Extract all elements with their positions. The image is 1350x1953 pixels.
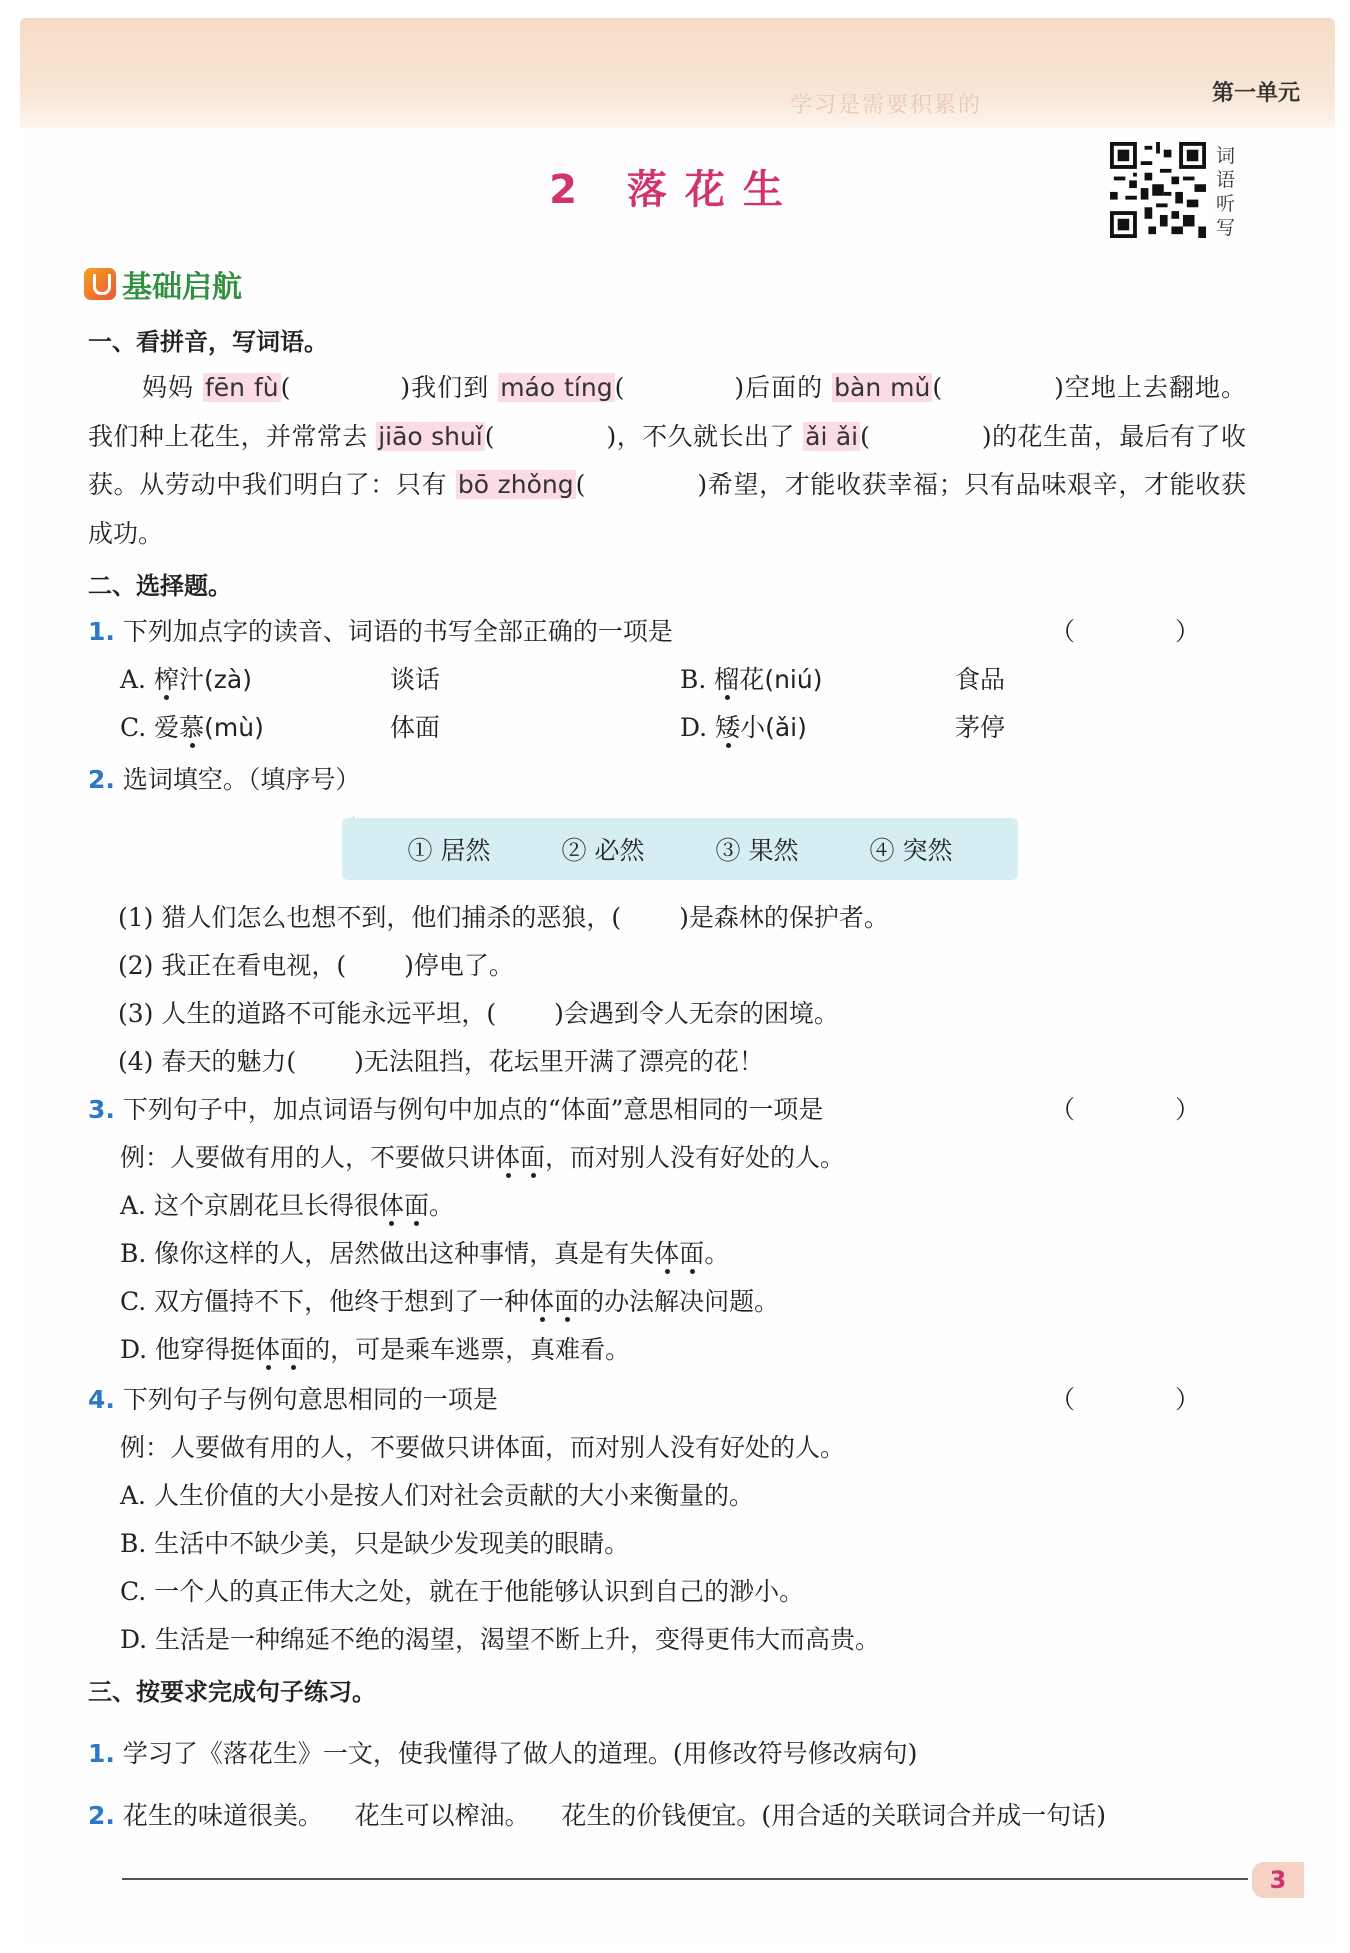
option-b[interactable] [680,660,822,696]
answer-paren[interactable]: （ ） [1050,1095,1246,1124]
option-d[interactable] [680,708,807,744]
anchor-icon [84,268,116,300]
fill-text: (1) 猎人们怎么也想不到，他们捕杀的恶狼，( [118,903,622,932]
fill-item-2 [118,946,514,982]
q1-text: 妈妈 [142,373,195,402]
q1-text: 的花生苗，最后有了收获。从劳动中我们明白了：只有 [88,421,1246,499]
q1-text: 空地上去翻地。我们种上花生，并常常去 [88,373,1246,451]
fill-item-4 [118,1042,764,1078]
word-bank-item: ② 必然 [561,836,645,865]
question-number: 2. [88,1801,115,1830]
dotted-char: 榴 [714,665,740,694]
sentence-text: B. 像你这样的人，居然做出这种事情，真是有失 [120,1239,655,1268]
dotted-char: 面 [554,1287,580,1316]
q2-heading: 二、选择题。 [88,572,232,600]
option-char: 爱 [154,713,180,742]
option-char: 小 [740,713,766,742]
page [20,18,1335,1948]
q1-text: 我们到 [410,373,490,402]
dotted-char: 面 [403,1191,429,1220]
answer-line[interactable] [122,1878,1248,1880]
question-stem: 学习了《落花生》一文，使我懂得了做人的道理。(用修改符号修改病句) [122,1739,918,1768]
question-stem: 下列句子中，加点词语与例句中加点的“体面”意思相同的一项是 [122,1095,824,1124]
option-char: 花 [739,665,765,694]
sentence-text: 的办法解决问题。 [579,1287,780,1316]
question-stem: 选词填空。（填序号） [122,765,361,794]
qr-label: 词语听写 [1216,145,1236,239]
sentence-text: D. 他穿得挺 [120,1335,256,1364]
dotted-char: 体 [495,1143,521,1172]
q1-text: ，不久就长出了 [616,421,795,451]
section-title: 基础启航 [122,270,242,305]
option-pinyin: (ǎi) [765,713,807,742]
q1-text: 后面的 [744,373,824,402]
sentence-text: 。 [704,1239,730,1268]
option-a[interactable]: A. 人生价值的大小是按人们对社会贡献的大小来衡量的。 [120,1481,754,1510]
q1-paragraph: 妈妈 fēn fù( )我们到 máo tíng( )后面的 bàn mǔ( )空地上去翻地。我们种上花生，并常常去 jiāo shuǐ( )，不久就长出了 ǎi ǎi( )的花生苗，最后有了收获。从劳动中我们明白了：只有 bō zhǒng( )希望，才能收获幸福；只有品味艰辛，才能收获成功。 [88,373,1246,548]
answer-paren[interactable]: （ ） [1050,1385,1246,1414]
sentence-text: C. 双方僵持不下，他终于想到了一种 [120,1287,530,1316]
fill-text: (4) 春天的魅力( [118,1047,297,1076]
q2-1-stem [88,612,673,648]
unit-label: 第一单元 [1211,81,1300,106]
q3-heading: 三、按要求完成句子练习。 [88,1678,376,1706]
question-stem: 下列句子与例句意思相同的一项是 [122,1385,498,1414]
question-stem: 花生的味道很美。 花生可以榨油。 花生的价钱便宜。(用合适的关联词合并成一句话) [122,1801,1106,1830]
header-band [20,18,1335,128]
question-number: 3. [88,1095,115,1124]
sentence-text: A. 这个京剧花旦长得很 [120,1191,379,1220]
option-a[interactable] [120,660,252,696]
fill-text: )停电了。 [404,951,514,980]
qr-code-icon[interactable] [1110,142,1206,238]
dotted-char: 矮 [715,713,741,742]
dotted-char: 体 [378,1191,404,1220]
pinyin: máo tíng [500,373,613,402]
dotted-char: 面 [280,1335,306,1364]
sentence-text: 例：人要做有用的人，不要做只讲 [120,1143,496,1172]
option-b[interactable]: B. 生活中不缺少美，只是缺少发现美的眼睛。 [120,1529,630,1558]
dotted-char: 榨 [153,665,179,694]
q2-4-stem [88,1380,498,1416]
option-pinyin: (mù) [204,713,264,742]
header-watermark-text: 学习是需要积累的 [790,93,983,118]
section-heading [84,262,242,306]
option-a[interactable] [120,1186,454,1222]
option-b-word: 食品 [955,665,1006,694]
lesson-title: 2 落花生 [549,167,801,213]
option-a-word: 谈话 [390,665,441,694]
option-char: 汁 [178,665,204,694]
word-bank-item: ④ 突然 [869,836,953,865]
q3-item-1 [88,1734,917,1770]
fill-text: )无法阻挡，花坛里开满了漂亮的花！ [354,1047,764,1076]
q3-item-2 [88,1796,1106,1832]
option-b[interactable] [120,1234,729,1270]
q1-text: 希望，才能收获幸福；只有品味艰辛，才能收获成功。 [88,470,1246,548]
option-d[interactable]: D. 生活是一种绵延不绝的渴望，渴望不断上升，变得更伟大而高贵。 [120,1625,881,1654]
option-label: A. [120,665,147,694]
q2-2-stem [88,760,360,796]
fill-text: (3) 人生的道路不可能永远平坦，( [118,999,497,1028]
sentence-text: 的，可是乘车逃票，真难看。 [305,1335,631,1364]
dotted-char: 体 [529,1287,555,1316]
q1-heading: 一、看拼音，写词语。 [88,328,328,356]
answer-paren[interactable]: （ ） [1050,617,1246,646]
pinyin: ǎi ǎi [805,421,859,451]
pinyin: bō zhǒng [457,470,574,499]
example-sentence: 例：人要做有用的人，不要做只讲体面，而对别人没有好处的人。 [120,1433,846,1462]
option-d[interactable] [120,1330,630,1366]
sentence-text: 。 [428,1191,454,1220]
page-number: 3 [1252,1862,1304,1898]
fill-text: )是森林的保护者。 [679,903,889,932]
fill-item-3 [118,994,839,1030]
option-pinyin: (zà) [204,665,252,694]
pinyin: fēn fù [205,373,279,402]
dotted-char: 面 [520,1143,546,1172]
fill-text: )会遇到令人无奈的困境。 [554,999,839,1028]
option-d-word: 茅停 [955,713,1006,742]
option-pinyin: (niú) [764,665,823,694]
example-sentence [120,1138,845,1174]
option-c[interactable] [120,708,264,744]
question-number: 1. [88,1739,115,1768]
dotted-char: 面 [679,1239,705,1268]
question-stem: 下列加点字的读音、词语的书写全部正确的一项是 [122,617,673,646]
question-number: 1. [88,617,115,646]
option-label: B. [680,665,707,694]
dotted-char: 慕 [179,713,205,742]
option-label: C. [120,713,147,742]
pinyin: bàn mǔ [834,373,931,402]
option-c[interactable] [120,1282,779,1318]
question-number: 4. [88,1385,115,1414]
option-label: D. [680,713,708,742]
word-bank-item: ③ 果然 [715,836,799,865]
dotted-char: 体 [255,1335,281,1364]
option-c-word: 体面 [390,713,441,742]
sentence-text: ，而对别人没有好处的人。 [545,1143,846,1172]
dotted-char: 体 [654,1239,680,1268]
word-bank [342,818,1018,880]
option-c[interactable]: C. 一个人的真正伟大之处，就在于他能够认识到自己的渺小。 [120,1577,805,1606]
fill-text: (2) 我正在看电视，( [118,951,347,980]
q2-3-stem [88,1090,823,1126]
word-bank-item: ① 居然 [407,836,491,865]
question-number: 2. [88,765,115,794]
fill-item-1 [118,898,889,934]
pinyin: jiāo shuǐ [378,421,483,451]
